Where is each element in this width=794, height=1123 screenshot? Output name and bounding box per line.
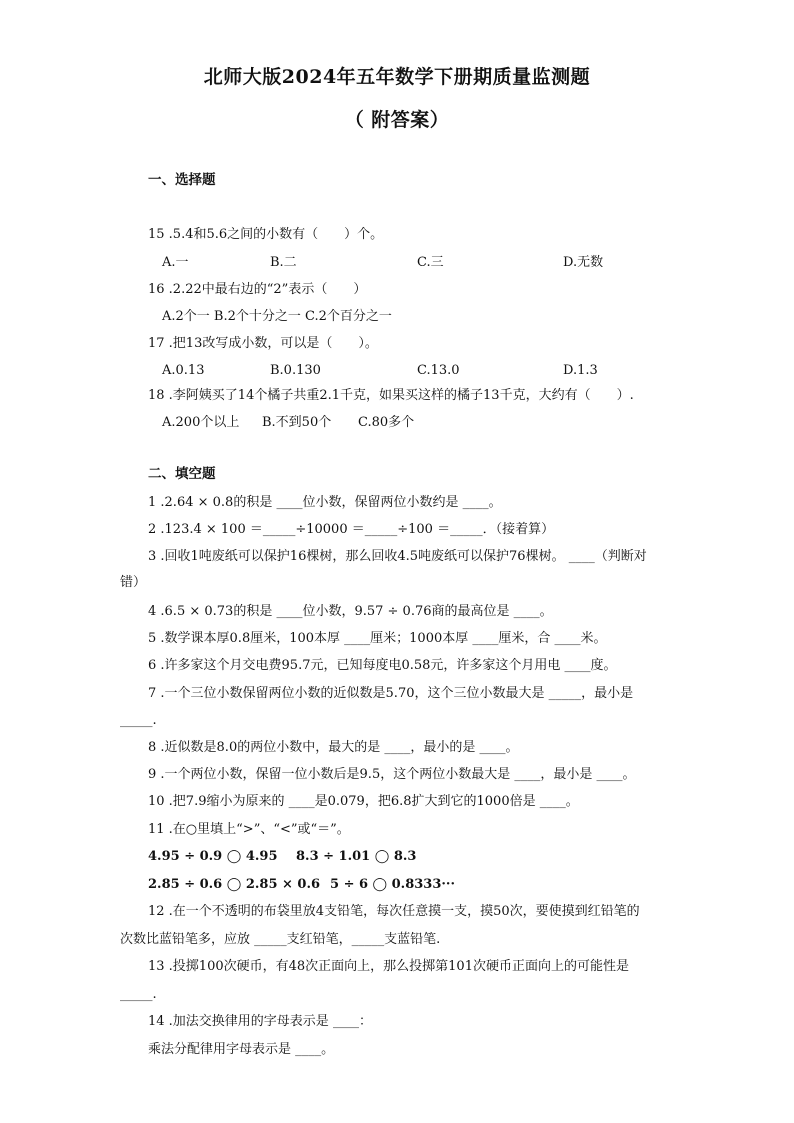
fill-4: 4 .6.5 × 0.73的积是 ____位小数，9.57 ÷ 0.76商的最高位是 ____。	[148, 604, 553, 619]
fill-6: 6 .许多家这个月交电费95.7元，已知每度电0.58元，许多家这个月用电 ____度。	[148, 658, 617, 673]
compare-2b: 5 ÷ 6 ◯ 0.8333···	[330, 877, 455, 892]
fill-8: 8 .近似数是8.0的两位小数中，最大的是 ____，最小的是 ____。	[148, 740, 519, 755]
section-heading-fill: 二、填空题	[148, 466, 216, 482]
option-a: A.一	[162, 255, 189, 270]
option-b: B.二	[270, 255, 297, 270]
fill-14: 14 .加法交换律用的字母表示是 ____：	[148, 1014, 372, 1029]
question-18: 18 .李阿姨买了14个橘子共重2.1千克，如果买这样的橘子13千克，大约有（ ）.	[148, 388, 634, 403]
fill-7: 7 .一个三位小数保留两位小数的近似数是5.70，这个三位小数最大是 _____，最小是	[148, 686, 634, 701]
option-b: B.不到50个	[262, 415, 332, 430]
fill-10: 10 .把7.9缩小为原来的 ____是0.079，把6.8扩大到它的1000倍是 ____。	[148, 794, 579, 809]
fill-2: 2 .123.4 × 100 ＝_____÷10000 ＝_____÷100 ＝_____．（接着算）	[148, 522, 555, 537]
question-17: 17 .把13改写成小数，可以是（ ）。	[148, 336, 378, 351]
fill-3: 3 .回收1吨废纸可以保护16棵树，那么回收4.5吨废纸可以保护76棵树。 ____（判断对	[148, 549, 647, 564]
fill-13: 13 .投掷100次硬币，有48次正面向上，那么投掷第101次硬币正面向上的可能性是	[148, 959, 629, 974]
fill-13-cont: _____.	[120, 987, 157, 1002]
option-d: D.无数	[563, 255, 604, 270]
fill-9: 9 .一个两位小数，保留一位小数后是9.5，这个两位小数最大是 ____，最小是 ____。	[148, 767, 636, 782]
fill-12-cont: 次数比蓝铅笔多，应放 _____支红铅笔，_____支蓝铅笔.	[120, 932, 441, 947]
doc-title: 北师大版2024年五年数学下册期质量监测题	[203, 66, 591, 88]
option-c: C.三	[417, 255, 444, 270]
fill-12: 12 .在一个不透明的布袋里放4支铅笔，每次任意摸一支，摸50次，要使摸到红铅笔的	[148, 904, 640, 919]
section-heading-choice: 一、选择题	[148, 172, 216, 188]
option-b: B.0.130	[270, 363, 321, 378]
option-a: A.200个以上	[162, 415, 240, 430]
option-d: D.1.3	[563, 363, 598, 378]
fill-14-cont: 乘法分配律用字母表示是 ____。	[148, 1042, 335, 1057]
option-a: A.0.13	[162, 363, 205, 378]
option-c: C.13.0	[417, 363, 460, 378]
compare-1b: 8.3 ÷ 1.01 ◯ 8.3	[296, 849, 417, 864]
options-16: A.2个一 B.2个十分之一 C.2个百分之一	[162, 309, 392, 324]
fill-5: 5 .数学课本厚0.8厘米，100本厚 ____厘米；1000本厚 ____厘米，合 ____米。	[148, 631, 607, 646]
fill-7-cont: _____.	[120, 713, 157, 728]
question-15: 15 .5.4和5.6之间的小数有（ ）个。	[148, 227, 384, 242]
fill-3-cont: 错）	[120, 575, 147, 590]
compare-1a: 4.95 ÷ 0.9 ◯ 4.95	[148, 849, 278, 864]
doc-subtitle: （ 附答案）	[344, 109, 450, 131]
option-c: C.80多个	[358, 415, 415, 430]
question-16: 16 .2.22中最右边的“2”表示（ ）	[148, 282, 367, 297]
fill-11: 11 .在○里填上“>”、“<”或“＝”。	[148, 822, 350, 837]
fill-1: 1 .2.64 × 0.8的积是 ____位小数，保留两位小数约是 ____。	[148, 495, 502, 510]
compare-2a: 2.85 ÷ 0.6 ◯ 2.85 × 0.6	[148, 877, 321, 892]
